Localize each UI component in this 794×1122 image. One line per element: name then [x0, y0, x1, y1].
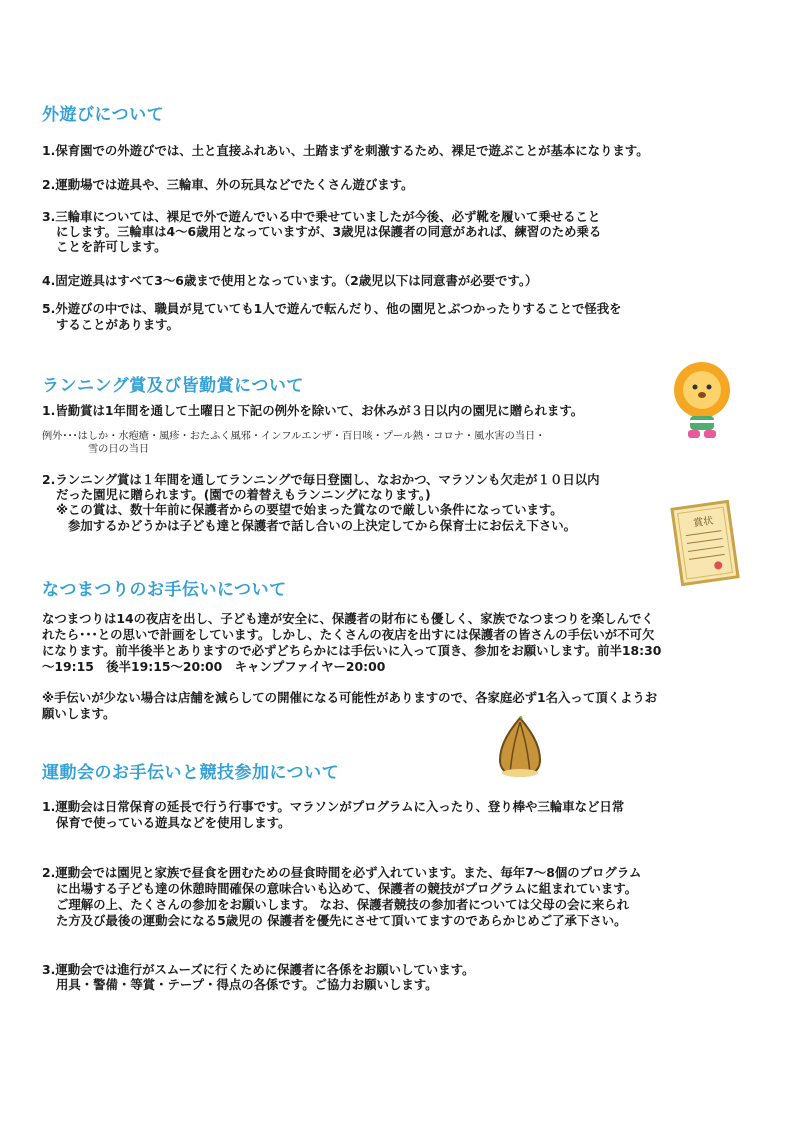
certificate-illustration — [665, 497, 745, 589]
exception-note-continuation: 雪の日の当日 — [88, 444, 150, 455]
list-item-continuation: 用具・警備・等賞・テープ・得点の各係です。ご協力お願いします。 — [56, 977, 438, 992]
certificate-label: 賞状 — [692, 515, 714, 530]
lion-illustration — [666, 360, 738, 444]
exception-note: 例外･･･はしか・水疱瘡・風疹・おたふく風邪・インフルエンザ・百日咳・プール熱・コロナ・風水害の当日・ — [42, 431, 546, 442]
section-title-outdoor: 外遊びについて — [42, 105, 165, 125]
section-title-sports: 運動会のお手伝いと競技参加について — [42, 763, 340, 783]
paragraph-line: れたら･･･との思いで計画をしています。しかし、たくさんの夜店を出すには保護者の皆さんの手伝いが不可欠 — [42, 627, 655, 642]
award-note-continuation: 参加するかどうかは子ども達と保護者で話し合いの上決定してから保育士にお伝え下さい。 — [68, 518, 577, 533]
list-item: 3.三輪車については、裸足で外で遊んでいる中で乗せていましたが今後、必ず靴を履いて乗せること — [42, 209, 601, 224]
award-note: ※この賞は、数十年前に保護者からの要望で始まった賞なので厳しい条件になっています。 — [56, 502, 563, 517]
list-item: 1.皆勤賞は1年間を通して土曜日と下記の例外を除いて、お休みが３日以内の園児に贈られます。 — [42, 403, 584, 418]
festival-note: ※手伝いが少ない場合は店舗を減らしての開催になる可能性がありますので、各家庭必ず1名入って頂くようお — [42, 690, 658, 705]
list-item: 2.運動会では園児と家族で昼食を囲むための昼食時間を必ず入れています。また、毎年7～8個のプログラム — [42, 865, 642, 880]
list-item-continuation: 保育で使っている遊具などを使用します。 — [56, 815, 291, 830]
list-item: 1.保育園での外遊びでは、土と直接ふれあい、土踏まずを刺激するため、裸足で遊ぶことが基本になります。 — [42, 143, 649, 158]
list-item-continuation: ご理解の上、たくさんの参加をお願いします。 なお、保護者競技の参加者については父母の会に来られ — [56, 897, 630, 912]
list-item-continuation: ことを許可します。 — [56, 239, 167, 254]
list-item-continuation: だった園児に贈られます。(園での着替えもランニングになります。) — [56, 487, 431, 502]
list-item: 2.ランニング賞は１年間を通してランニングで毎日登園し、なおかつ、マラソンも欠走が１０日以内 — [42, 472, 600, 487]
section-title-festival: なつまつりのお手伝いについて — [42, 580, 287, 600]
list-item-continuation: することがあります。 — [56, 317, 179, 332]
list-item: 2.運動場では遊具や、三輪車、外の玩具などでたくさん遊びます。 — [42, 177, 414, 192]
list-item: 5.外遊びの中では、職員が見ていても1人で遊んで転んだり、他の園児とぶつかったりすることで怪我を — [42, 301, 622, 316]
section-title-award: ランニング賞及び皆勤賞について — [42, 376, 304, 396]
list-item-continuation: た方及び最後の運動会になる5歳児の 保護者を優先にさせて頂いてますのであらかじめご了承下さい。 — [56, 913, 627, 928]
list-item: 4.固定遊具はすべて3～6歳まで使用となっています。（2歳児以下は同意書が必要です。） — [42, 273, 538, 288]
paragraph-line: なつまつりは14の夜店を出し、子ども達が安全に、保護者の財布にも優しく、家族でなつまつりを楽しんでく — [42, 611, 654, 626]
festival-note-continuation: 願いします。 — [42, 706, 116, 721]
bamboo-shoot-illustration — [492, 716, 548, 778]
list-item-continuation: に出場する子ども達の休憩時間確保の意味合いも込めて、保護者の競技がプログラムに組まれています。 — [56, 881, 637, 896]
list-item: 3.運動会では進行がスムーズに行くために保護者に各係をお願いしています。 — [42, 962, 475, 977]
paragraph-line: ～19:15 後半19:15～20:00 キャンプファイヤー20:00 — [42, 659, 386, 674]
paragraph-line: になります。前半後半とありますので必ずどちらかには手伝いに入って頂き、参加をお願いします。前半18:30 — [42, 643, 662, 658]
list-item: 1.運動会は日常保育の延長で行う行事です。マラソンがプログラムに入ったり、登り棒や三輪車など日常 — [42, 799, 625, 814]
list-item-continuation: にします。三輪車は4～6歳用となっていますが、3歳児は保護者の同意があれば、練習のため乗る — [56, 224, 602, 239]
